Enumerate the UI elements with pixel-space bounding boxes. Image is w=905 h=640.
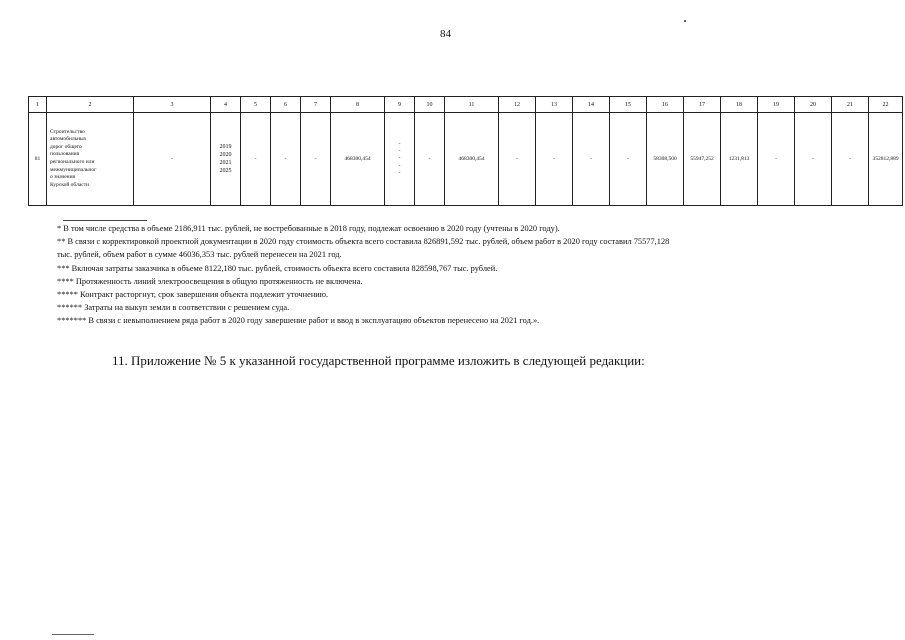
footnotes xyxy=(57,222,887,328)
program-table xyxy=(28,96,903,206)
table-cell: - xyxy=(241,113,271,206)
year: 2020 xyxy=(219,151,232,158)
object-name-line: дорог общего xyxy=(50,143,82,150)
header-cell: 15 xyxy=(610,97,647,113)
footnote: ***** Контракт расторгнут, срок завершения объекта подлежит уточнению. xyxy=(57,290,329,300)
header-cell: 7 xyxy=(301,97,331,113)
header-cell: 8 xyxy=(331,97,385,113)
table-cell: - xyxy=(415,113,445,206)
table-cell: - xyxy=(536,113,573,206)
header-cell: 3 xyxy=(134,97,211,113)
header-cell: 2 xyxy=(47,97,134,113)
table-cell: 352812,889 xyxy=(869,113,903,206)
object-name-line: о значения xyxy=(50,174,76,181)
table-cell: 468300,454 xyxy=(331,113,385,206)
table-cell: - xyxy=(301,113,331,206)
page-number: 84 xyxy=(440,28,451,40)
object-name-line: регионального или xyxy=(50,159,95,165)
header-cell: 5 xyxy=(241,97,271,113)
header-cell: 10 xyxy=(415,97,445,113)
footnote: тыс. рублей, объем работ в сумме 46036,353 тыс. рублей перенесен на 2021 год. xyxy=(57,250,342,260)
footnote: ****** Затраты на выкуп земли в соответствии с решением суда. xyxy=(57,303,290,313)
header-cell: 22 xyxy=(869,97,903,113)
table-cell: - xyxy=(758,113,795,206)
year: 2025 xyxy=(219,168,232,175)
bottom-scan-line xyxy=(52,634,94,635)
dash: - xyxy=(398,155,401,162)
object-name-line: межмуниципальног xyxy=(50,166,97,173)
table-cell: 58308,500 xyxy=(647,113,684,206)
header-cell: 1 xyxy=(29,97,47,113)
header-cell: 16 xyxy=(647,97,684,113)
footnote: ** В связи с корректировкой проектной документации в 2020 году стоимость объекта всего составила 826891,592 тыс. рублей, объем работ в 2020 году составил 75577,128 xyxy=(57,237,670,247)
dash: - xyxy=(398,148,401,155)
footnote: ******* В связи с невыполнением ряда работ в 2020 году завершение работ и ввод в эксплуатацию объектов перенесено на 2021 год.». xyxy=(57,316,540,326)
scan-speck xyxy=(684,20,686,22)
table-cell: 55947,252 xyxy=(684,113,721,206)
object-name-line: автомобильных xyxy=(50,136,87,143)
footnote: * В том числе средства в объеме 2186,911 тыс. рублей, не востребованные в 2018 году, подлежат освоению в 2020 году (учтены в 2020 году). xyxy=(57,224,560,233)
header-cell: 18 xyxy=(721,97,758,113)
header-cell: 4 xyxy=(211,97,241,113)
table-cell: 468300,454 xyxy=(445,113,499,206)
table-cell: - xyxy=(610,113,647,206)
header-cell: 11 xyxy=(445,97,499,113)
header-cell: 21 xyxy=(832,97,869,113)
table-cell: - xyxy=(499,113,536,206)
object-name-line: Строительство xyxy=(50,128,85,135)
header-cell: 17 xyxy=(684,97,721,113)
header-cell: 14 xyxy=(573,97,610,113)
object-name-line: Курской области xyxy=(50,181,90,188)
footnote: **** Протяженность линий электроосвещения в общую протяженность не включена. xyxy=(57,276,363,286)
footnote-separator xyxy=(63,220,147,221)
header-cell: 20 xyxy=(795,97,832,113)
dash-stack-cell xyxy=(385,113,415,206)
table-cell: 1231,813 xyxy=(721,113,758,206)
table-row xyxy=(29,113,903,206)
footnote: *** Включая затраты заказчика в объеме 8122,180 тыс. рублей, стоимость объекта всего составила 828598,767 тыс. рублей. xyxy=(57,263,498,273)
table-cell: - xyxy=(271,113,301,206)
table-cell: - xyxy=(795,113,832,206)
dash: - xyxy=(398,162,401,169)
amendment-paragraph: 11. Приложение № 5 к указанной государственной программе изложить в следующей редакции: xyxy=(112,353,645,368)
year: 2019 xyxy=(219,143,232,150)
table-cell: - xyxy=(573,113,610,206)
dash: - xyxy=(398,140,401,147)
table-cell: - xyxy=(134,113,211,206)
table-header-row xyxy=(29,97,903,113)
object-name xyxy=(47,113,134,206)
header-cell: 6 xyxy=(271,97,301,113)
header-cell: 19 xyxy=(758,97,795,113)
dash: - xyxy=(398,169,401,176)
header-cell: 13 xyxy=(536,97,573,113)
row-number: 81 xyxy=(29,113,47,206)
object-name-line: пользования xyxy=(50,151,80,158)
years-cell xyxy=(211,113,241,206)
header-cell: 9 xyxy=(385,97,415,113)
year: 2021 xyxy=(219,160,232,166)
header-cell: 12 xyxy=(499,97,536,113)
table-cell: - xyxy=(832,113,869,206)
